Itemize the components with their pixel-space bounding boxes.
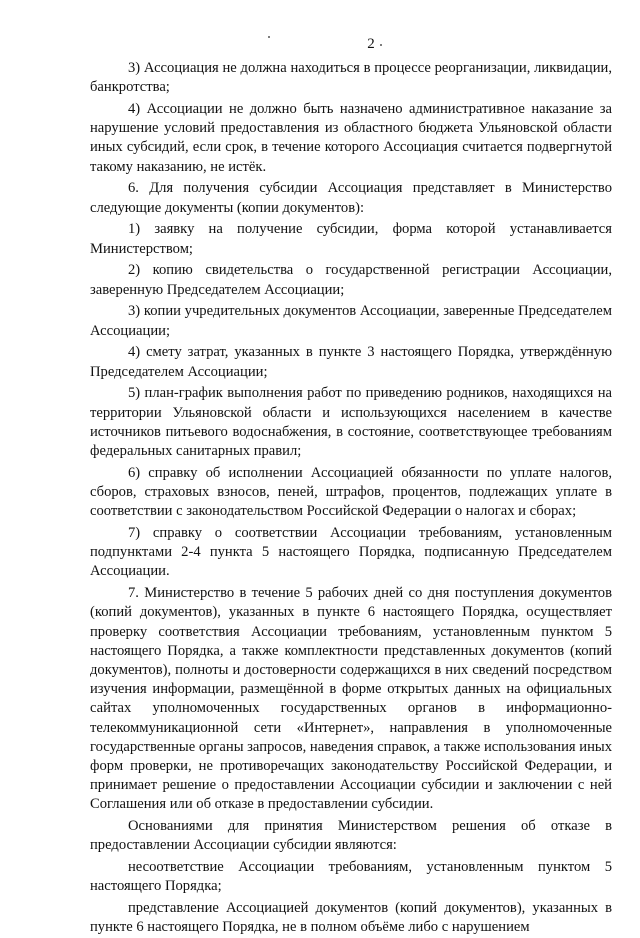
paragraph: 5) план-график выполнения работ по приведению родников, находящихся на территории Ульяновской области и использующихся населением в качестве источников питьевого водоснабжения, в состояние, соответствующее требованиям федеральных санитарных правил; (90, 385, 612, 460)
scan-speck (268, 36, 270, 38)
paragraph: 3) копии учредительных документов Ассоциации, заверенные Председателем Ассоциации; (90, 303, 612, 339)
paragraph: Основаниями для принятия Министерством решения об отказе в предоставлении Ассоциации субсидии являются: (90, 818, 612, 854)
paragraph: 6. Для получения субсидии Ассоциация представляет в Министерство следующие документы (копии документов): (90, 180, 612, 216)
paragraph: 4) Ассоциации не должно быть назначено административное наказание за нарушение условий предоставления из областного бюджета Ульяновской области иных субсидий, если срок, в течение которого Ассоциация считается подвергнутой такому наказанию, не истёк. (90, 101, 612, 175)
paragraph: 1) заявку на получение субсидии, форма которой устанавливается Министерством; (90, 221, 612, 257)
paragraph: 6) справку об исполнении Ассоциацией обязанности по уплате налогов, сборов, страховых взносов, пеней, штрафов, процентов, подлежащих уплате в соответствии с законодательством Российской Федерации о налогах и сборах; (90, 464, 612, 520)
paragraph: представление Ассоциацией документов (копий документов), указанных в пункте 6 настоящего Порядка, не в полном объёме либо с нарушением (90, 900, 612, 936)
paragraph: 3) Ассоциация не должна находиться в процессе реорганизации, ликвидации, банкротства; (90, 60, 612, 96)
paragraph: 7. Министерство в течение 5 рабочих дней со дня поступления документов (копий документов), указанных в пункте 6 настоящего Порядка, осуществляет проверку соответствия Ассоциации требованиям, установленным пунктом 5 настоящего Порядка, а также комплектности представленных документов (копий документов), полноты и достоверности содержащихся в них сведений посредством изучения информации, размещённой в форме открытых данных на официальных сайтах уполномоченных государственных органов в информационно-телекоммуникационной сети «Интернет», направления в уполномоченные государственные органы запросов, наведения справок, а также использования иных форм проверки, не противоречащих законодательству Российской Федерации, и принимает решение о предоставлении Ассоциации субсидии и заключении с ней Соглашения или об отказе в предоставлении субсидии. (90, 585, 612, 813)
paragraph: 2) копию свидетельства о государственной регистрации Ассоциации, заверенную Председателем Ассоциации; (90, 262, 612, 298)
paragraph: 7) справку о соответствии Ассоциации требованиям, установленным подпунктами 2-4 пункта 5 настоящего Порядка, подписанную Председателем Ассоциации. (90, 525, 612, 580)
paragraph: несоответствие Ассоциации требованиям, установленным пунктом 5 настоящего Порядка; (90, 859, 612, 895)
scan-speck (380, 44, 382, 46)
page-number: 2 (367, 36, 375, 52)
paragraph: 4) смету затрат, указанных в пункте 3 настоящего Порядка, утверждённую Председателем Ассоциации; (90, 344, 612, 380)
